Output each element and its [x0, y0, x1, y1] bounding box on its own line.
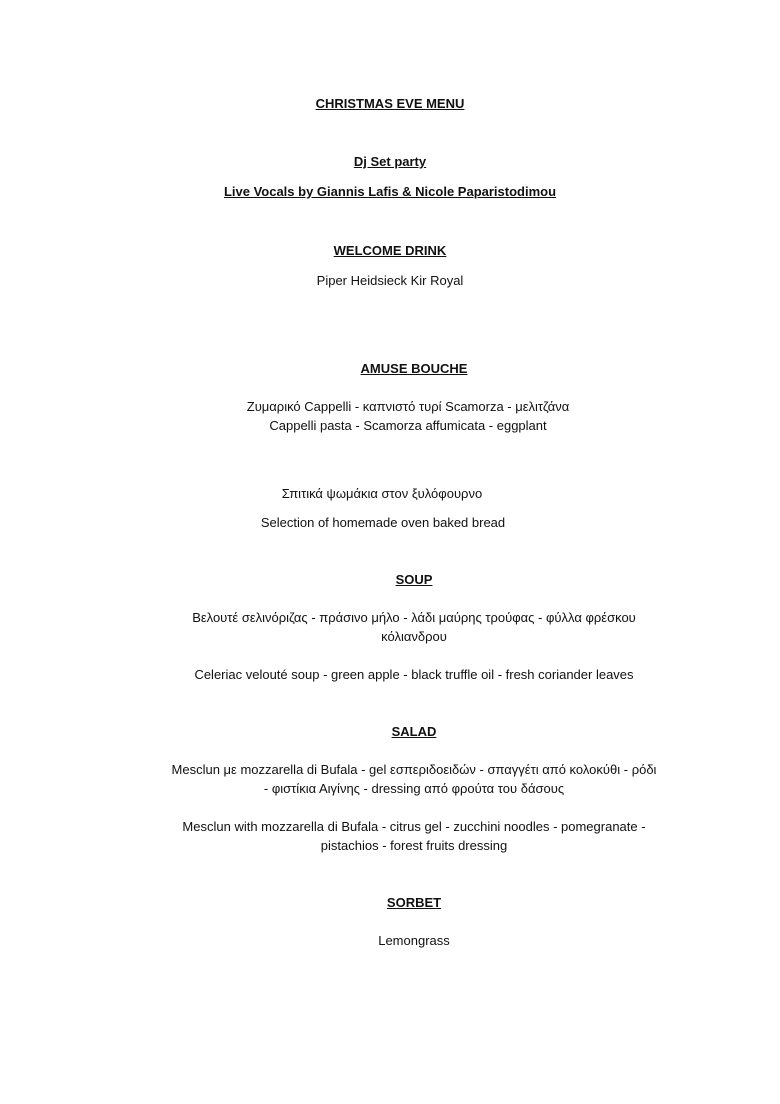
soup-english: Celeriac velouté soup - green apple - black truffle oil - fresh coriander leaves	[194, 667, 634, 682]
salad-greek-line2: - φιστίκια Αιγίνης - dressing από φρούτα του δάσους	[263, 781, 565, 796]
sorbet-item: Lemongrass	[378, 933, 450, 948]
salad-heading: SALAD	[391, 724, 437, 739]
soup-greek-line2: κόλιανδρου	[381, 629, 447, 644]
amuse-bouche-english: Cappelli pasta - Scamorza affumicata - eggplant	[269, 418, 547, 433]
sorbet-heading: SORBET	[386, 895, 442, 910]
amuse-bouche-heading: AMUSE BOUCHE	[360, 361, 468, 376]
bread-greek: Σπιτικά ψωμάκια στον ξυλόφουρνο	[281, 486, 483, 501]
salad-english-line2: pistachios - forest fruits dressing	[320, 838, 508, 853]
salad-greek-line1: Mesclun με mozzarella di Bufala - gel εσπεριδοειδών - σπαγγέτι από κολοκύθι - ρόδι	[171, 762, 657, 777]
salad-english-line1: Mesclun with mozzarella di Bufala - citrus gel - zucchini noodles - pomegranate -	[182, 819, 646, 834]
soup-greek-line1: Βελουτέ σελινόριζας - πράσινο μήλο - λάδι μαύρης τρούφας - φύλλα φρέσκου	[192, 610, 636, 625]
menu-title: CHRISTMAS EVE MENU	[315, 96, 465, 111]
live-vocals: Live Vocals by Giannis Lafis & Nicole Paparistodimou	[223, 184, 557, 199]
amuse-bouche-greek: Ζυμαρικό Cappelli - καπνιστό τυρί Scamorza - μελιτζάνα	[246, 399, 570, 414]
welcome-drink-heading: WELCOME DRINK	[333, 243, 447, 258]
soup-heading: SOUP	[395, 572, 433, 587]
welcome-drink-item: Piper Heidsieck Kir Royal	[316, 273, 464, 288]
event-name: Dj Set party	[353, 154, 427, 169]
bread-english: Selection of homemade oven baked bread	[260, 515, 506, 530]
